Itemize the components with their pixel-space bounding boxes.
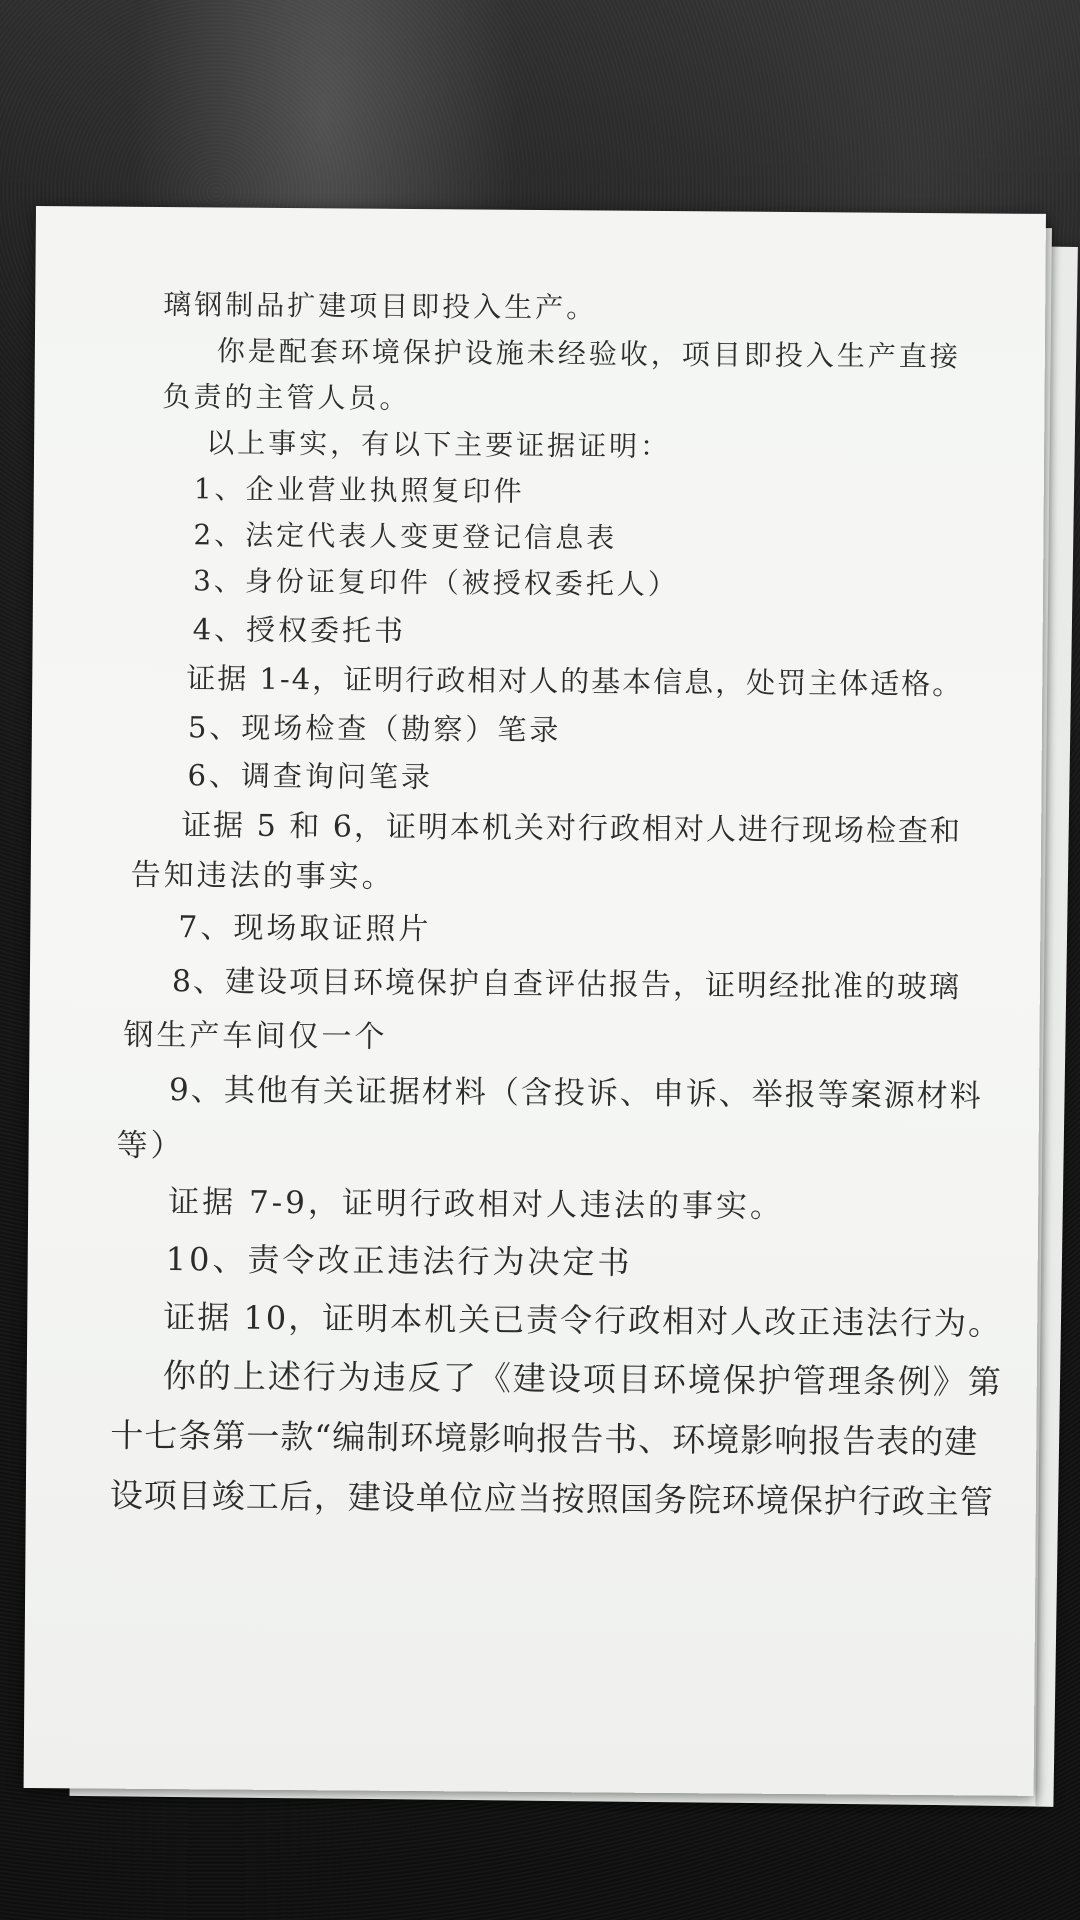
text-line: 10、责令改正违法行为决定书 [165,1240,633,1282]
text-line: 6、调查询问笔录 [187,758,434,795]
document-page [24,206,1046,1796]
text-line: 璃钢制品扩建项目即投入生产。 [163,288,598,325]
text-line: 5、现场检查（勘察）笔录 [187,710,562,748]
text-line: 8、建设项目环境保护自查评估报告，证明经批准的玻璃 [171,964,962,1006]
text-line: 1、企业营业执照复印件 [193,472,525,508]
text-line: 9、其他有关证据材料（含投诉、申诉、举报等案源材料 [168,1072,983,1115]
text-line: 设项目竣工后，建设单位应当按照国务院环境保护行政主管 [109,1475,995,1522]
text-line: 证据 7-9，证明行政相对人违法的事实。 [168,1184,785,1225]
text-line: 证据 1-4，证明行政相对人的基本信息，处罚主体适格。 [186,661,964,702]
text-line: 负责的主管人员。 [162,379,411,415]
text-line: 钢生产车间仅一个 [123,1017,388,1055]
text-line: 证据 10，证明本机关已责令行政相对人改正违法行为。 [163,1298,1003,1343]
text-line: 7、现场取证照片 [178,910,432,948]
text-line: 4、授权委托书 [192,612,407,648]
document-body [24,206,1046,1796]
text-line: 十七条第一款“编制环境影响报告书、环境影响报告表的建 [110,1415,979,1462]
text-line: 2、法定代表人变更登记信息表 [193,518,618,555]
text-line: 你的上述行为违反了《建设项目环境保护管理条例》第 [162,1356,1003,1402]
text-line: 你是配套环境保护设施未经验收，项目即投入生产直接 [216,334,961,374]
text-line: 以上事实，有以下主要证据证明： [206,426,672,463]
text-line: 等） [116,1127,185,1165]
text-line: 3、身份证复印件（被授权委托人） [192,564,680,602]
text-line: 证据 5 和 6，证明本机关对行政相对人进行现场检查和 [181,808,963,850]
text-line: 告知违法的事实。 [130,857,395,895]
